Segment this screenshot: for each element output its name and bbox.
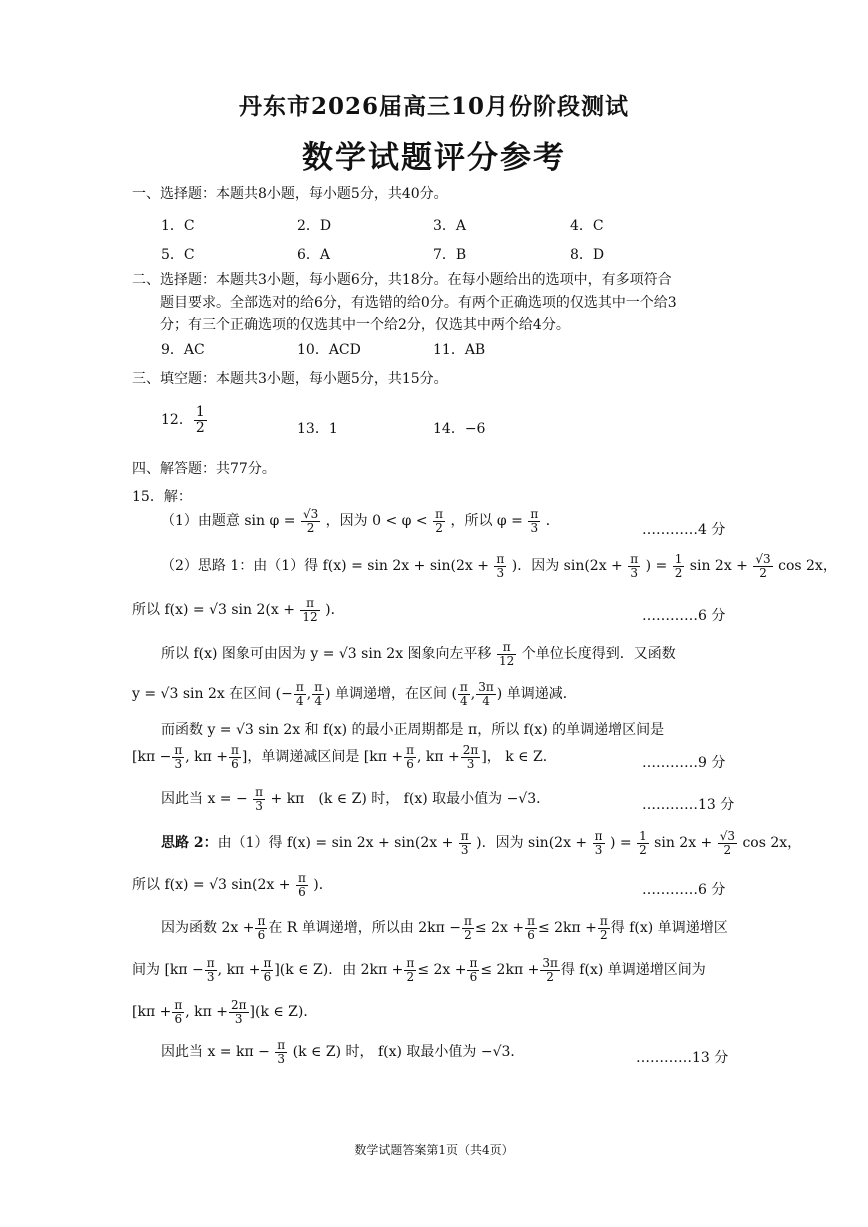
points-13b: …………13 分 xyxy=(636,1050,729,1066)
q15-part2-line1: （2）思路 1：由（1）得 f(x) = sin 2x + sin(2x + $\frac{\pi}{3}$ )．因为 sin(2x + $\frac{\pi}{3}$ ) = $\frac{1}{2}$ sin 2x + $\frac{√3}{2}$ cos 2x， xyxy=(161,552,837,580)
q15-label: 15．解： xyxy=(132,489,192,505)
answer-14: 14．−6 xyxy=(433,421,486,437)
section1-heading: 一、选择题：本题共8小题，每小题5分，共40分。 xyxy=(132,186,448,202)
q15-part2-line6: [kπ − $\frac{\pi}{3}$ , kπ + $\frac{\pi}{6}$ ]，单调递减区间是 [kπ + $\frac{\pi}{6}$ , kπ + $\frac{2\pi}{3}$ ]， k ∈ Z． xyxy=(132,743,557,771)
page-title: 丹东市2026届高三10月份阶段测试 xyxy=(238,93,630,120)
q15-approach2-line4: 间为 [kπ − $\frac{\pi}{3}$ , kπ + $\frac{\pi}{6}$ ](k ∈ Z)．由 2kπ + $\frac{\pi}{2}$ ≤ 2x + $\frac{\pi}{6}$ ≤ 2kπ + $\frac{3\pi}{2}$ 得 f(x) 单调递增区间为 xyxy=(132,956,706,984)
points-4: …………4 分 xyxy=(642,522,726,538)
q15-part2-line7: 因此当 x = − $\frac{\pi}{3}$ + kπ (k ∈ Z) 时， f(x) 取最小值为 −√3． xyxy=(161,785,551,813)
points-13: …………13 分 xyxy=(642,797,735,813)
answer-9: 9．AC xyxy=(161,342,205,358)
section2-heading-line2: 题目要求。全部选对的给6分，有选错的给0分。有两个正确选项的仅选其中一个给3 xyxy=(160,295,677,311)
q15-part2-line3: 所以 f(x) 图象可由因为 y = √3 sin 2x 图象向左平移 $\frac{\pi}{12}$ 个单位长度得到．又函数 xyxy=(161,640,676,668)
q15-part2-line5: 而函数 y = √3 sin 2x 和 f(x) 的最小正周期都是 π，所以 f(x) 的单调递增区间是 xyxy=(161,722,665,738)
q15-approach2-line1: 思路 2：由（1）得 f(x) = sin 2x + sin(2x + $\frac{\pi}{3}$ )．因为 sin(2x + $\frac{\pi}{3}$ ) = $\frac{1}{2}$ sin 2x + $\frac{√3}{2}$ cos 2x， xyxy=(161,829,802,857)
answer-6: 6．A xyxy=(297,247,331,263)
answer-2: 2．D xyxy=(297,218,332,234)
section2-heading-line3: 分；有三个正确选项的仅选其中一个给2分，仅选其中两个给4分。 xyxy=(160,317,570,333)
q15-part2-line4: y = √3 sin 2x 在区间 (− $\frac{\pi}{4}$ , $\frac{\pi}{4}$ ) 单调递增，在区间 ( $\frac{\pi}{4}$ , $\frac{3\pi}{4}$ ) 单调递减． xyxy=(132,680,577,708)
points-6: …………6 分 xyxy=(642,608,726,624)
section2-heading-line1: 二、选择题：本题共3小题，每小题6分，共18分。在每小题给出的选项中，有多项符合 xyxy=(132,272,672,288)
q15-part1-line: （1）由题意 sin φ = $\frac{√3}{2}$ ，因为 0 < φ < $\frac{\pi}{2}$ ，所以 φ = $\frac{\pi}{3}$ ． xyxy=(161,507,560,535)
answer-12-label: 12． xyxy=(161,412,193,429)
q15-approach2-line5: [kπ + $\frac{\pi}{6}$ , kπ + $\frac{2\pi}{3}$ ](k ∈ Z)． xyxy=(132,998,318,1026)
page-subtitle: 数学试题评分参考 xyxy=(302,140,566,176)
q15-approach2-line2: 所以 f(x) = √3 sin(2x + $\frac{\pi}{6}$ )． xyxy=(132,871,333,899)
answer-13: 13．1 xyxy=(297,421,338,437)
q15-part2-line2: 所以 f(x) = √3 sin 2(x + $\frac{\pi}{12}$ )． xyxy=(132,596,345,624)
answer-1: 1．C xyxy=(161,218,195,234)
answer-5: 5．C xyxy=(161,247,195,263)
points-6b: …………6 分 xyxy=(642,882,726,898)
q15-approach2-line3: 因为函数 2x + $\frac{\pi}{6}$ 在 R 单调递增，所以由 2kπ − $\frac{\pi}{2}$ ≤ 2x + $\frac{\pi}{6}$ ≤ 2kπ + $\frac{\pi}{2}$ 得 f(x) 单调递增区 xyxy=(161,914,728,942)
answer-12 xyxy=(161,405,208,435)
answer-10: 10．ACD xyxy=(297,342,361,358)
q15-approach2-line6: 因此当 x = kπ − $\frac{\pi}{3}$ (k ∈ Z) 时， f(x) 取最小值为 −√3． xyxy=(161,1038,525,1066)
answer-7: 7．B xyxy=(433,247,467,263)
answer-3: 3．A xyxy=(433,218,467,234)
page-footer: 数学试题答案第1页（共4页） xyxy=(354,1143,514,1157)
points-9: …………9 分 xyxy=(642,755,726,771)
answer-8: 8．D xyxy=(570,247,605,263)
answer-12-fraction: $\frac{1}{2}$ xyxy=(195,404,205,436)
answer-11: 11．AB xyxy=(433,342,486,358)
section3-heading: 三、填空题：本题共3小题，每小题5分，共15分。 xyxy=(132,371,448,387)
answer-4: 4．C xyxy=(570,218,604,234)
section4-heading: 四、解答题：共77分。 xyxy=(132,461,276,477)
